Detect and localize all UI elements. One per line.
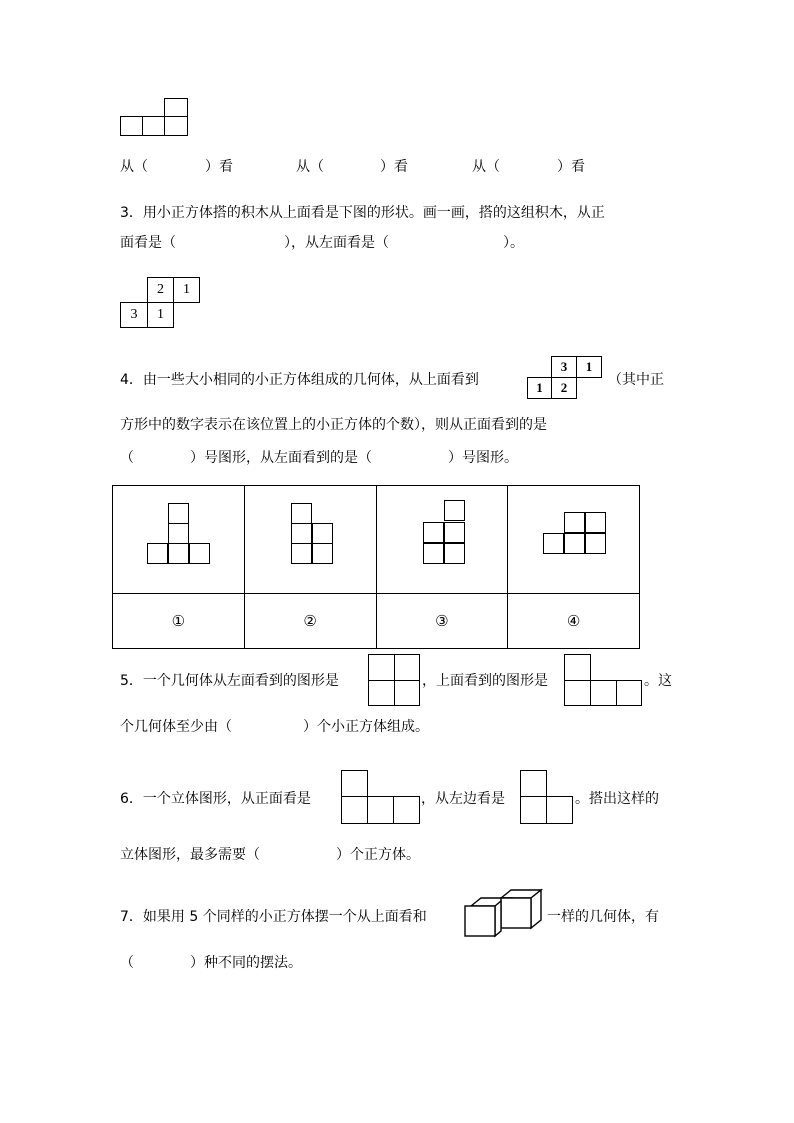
q3-text-line2c: ）。 (503, 235, 524, 251)
blank-open: 从（ (296, 159, 324, 175)
q3-text-line2a: 面看是（ (120, 235, 176, 251)
q4-options-table (112, 485, 640, 649)
option-label-1: ① (113, 594, 245, 649)
q4-grid-cell: 1 (576, 356, 602, 378)
blank-close: ）看 (205, 159, 233, 175)
q5-text-line1b: ，上面看到的图形是 (422, 673, 548, 689)
blank-close: ）看 (557, 159, 585, 175)
q4-text-line1a: 4．由一些大小相同的小正方体组成的几何体，从上面看到 (120, 372, 479, 388)
option-figure-4 (508, 486, 640, 594)
q6-text-line1c: 。搭出这样的 (575, 791, 659, 807)
q3-grid-cell: 1 (147, 302, 174, 328)
q3-grid-cell: 1 (173, 277, 200, 303)
q4-grid-cell: 3 (551, 356, 577, 378)
q4-grid-cell: 2 (551, 377, 577, 399)
top-fig-cell (142, 116, 165, 136)
q6-text-line2b: ）个正方体。 (336, 847, 420, 863)
top-fig-cell (164, 116, 188, 136)
q3-grid-cell: 3 (120, 302, 148, 328)
q3-text-line1: 3．用小正方体搭的积木从上面看是下图的形状。画一画，搭的这组积木，从正 (120, 205, 605, 221)
q6-text-line1b: ，从左边看是 (421, 791, 505, 807)
q4-text-line3a: （ (120, 450, 134, 466)
q7-text-line1a: 7．如果用 5 个同样的小正方体摆一个从上面看和 (120, 909, 427, 925)
blank-close: ）看 (380, 159, 408, 175)
option-figure-3 (376, 486, 508, 594)
top-fig-cell (164, 98, 188, 117)
option-figure-2 (244, 486, 376, 594)
q7-text-line1b: 一样的几何体，有 (547, 909, 659, 925)
q4-text-line3c: ）号图形。 (448, 450, 518, 466)
option-label-2: ② (244, 594, 376, 649)
blank-open: 从（ (472, 159, 500, 175)
q4-text-line1b: （其中正 (608, 372, 664, 388)
top-fig-cell (120, 116, 143, 136)
q7-text-line2b: ）种不同的摆法。 (190, 955, 302, 971)
q4-text-line2: 方形中的数字表示在该位置上的小正方体的个数），则从正面看到的是 (120, 417, 547, 433)
q4-grid-cell: 1 (527, 377, 552, 399)
option-figure-1 (113, 486, 245, 594)
q7-text-line2a: （ (120, 955, 134, 971)
q5-text-line2a: 个几何体至少由（ (120, 719, 232, 735)
q3-grid-cell: 2 (147, 277, 174, 303)
option-label-3: ③ (376, 594, 508, 649)
q5-text-line2b: ）个小正方体组成。 (303, 719, 429, 735)
q6-text-line2a: 立体图形，最多需要（ (120, 847, 260, 863)
q5-text-line1a: 5．一个几何体从左面看到的图形是 (120, 673, 339, 689)
q3-text-line2b: ），从左面看是（ (284, 235, 389, 251)
q7-cube-figure (463, 888, 547, 942)
option-label-4: ④ (508, 594, 640, 649)
q6-text-line1a: 6．一个立体图形，从正面看是 (120, 791, 311, 807)
q4-text-line3b: ）号图形，从左面看到的是（ (190, 450, 372, 466)
q5-text-line1c: 。这 (644, 673, 672, 689)
blank-open: 从（ (120, 159, 148, 175)
